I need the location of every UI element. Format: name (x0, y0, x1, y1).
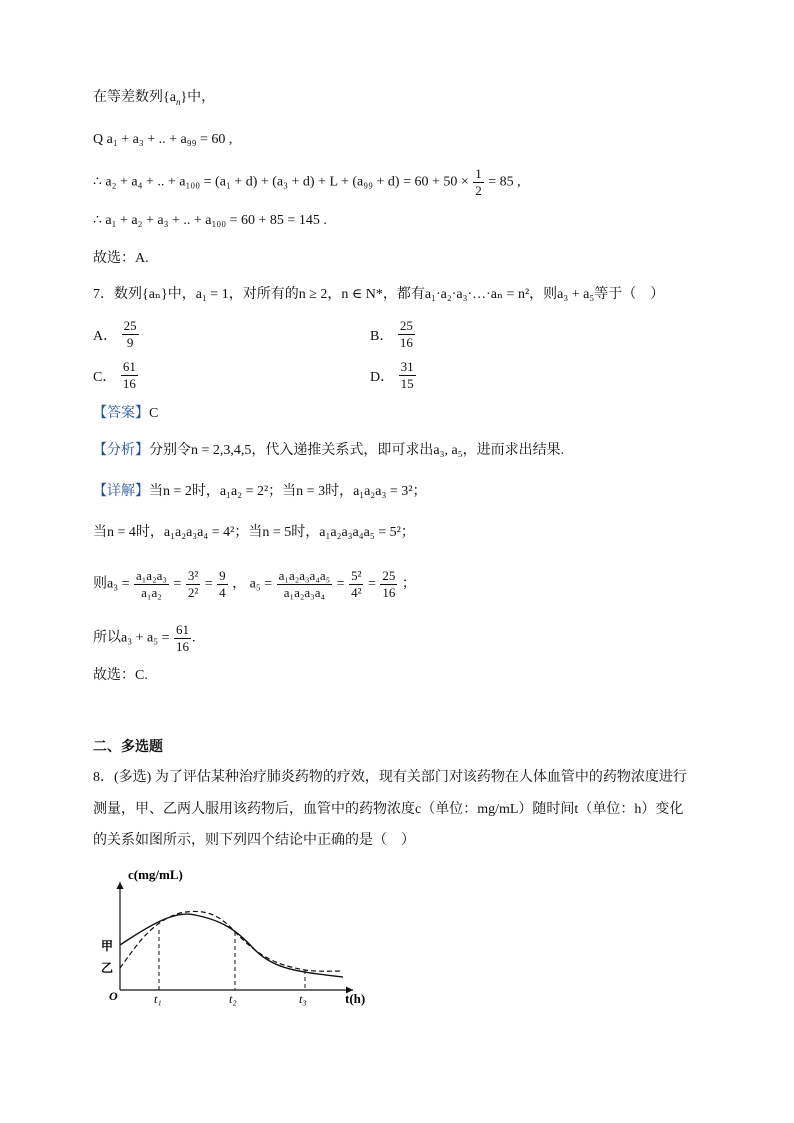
curve-yi (120, 911, 343, 971)
solution-line-1: 在等差数列$\{a_n\}$中， (93, 90, 216, 107)
answer-value: C (149, 406, 159, 421)
option-b (370, 318, 416, 351)
numerator: 1 (475, 166, 482, 181)
detail-text: 当n = 2时，a₁a₂ = 2²；当n = 3时，a₁a₂a₃ = 3²； (149, 484, 427, 499)
fraction (174, 622, 191, 655)
denominator: 2² (187, 585, 199, 600)
denominator: 9 (126, 335, 134, 350)
concentration-graph (95, 860, 385, 1010)
section-heading: 二、多选题 (93, 740, 163, 755)
fraction (121, 359, 138, 392)
denominator: a₁a₂ (141, 585, 162, 600)
question-8-line-1: 8．(多选) 为了评估某种治疗肺炎药物的疗效，现有关部门对该药物在人体血管中的药物浓度进行 (93, 770, 687, 785)
analysis-tag: 【分析】 (93, 443, 149, 458)
option-label: D． (370, 369, 395, 385)
solution-line-4: ∴ a₁ + a₂ + a₃ + .. + a₁₀₀ = 60 + 85 = 145 . (93, 213, 327, 228)
denominator: 16 (382, 585, 396, 600)
detail-line-2: 当n = 4时，a₁a₂a₃a₄ = 4²；当n = 5时，a₁a₂a₃a₄a₅ = 5²； (93, 525, 415, 540)
fraction (134, 568, 169, 601)
fraction (122, 318, 139, 351)
denominator: 2 (475, 183, 482, 198)
option-label: C． (93, 369, 117, 385)
numerator: 31 (400, 359, 414, 374)
detail-line-1 (93, 482, 426, 502)
option-d (370, 359, 417, 392)
fraction (217, 568, 228, 601)
numerator: 61 (122, 359, 136, 374)
text: 所以a₃ + a₅ = (93, 630, 170, 646)
fraction (398, 318, 415, 351)
numerator: 9 (219, 568, 226, 583)
numerator: 25 (382, 568, 396, 583)
question-7-stem: 7．数列{aₙ}中，a₁ = 1，对所有的n ≥ 2，n ∈ N*，都有a₁·a₂·a₃·…·aₙ = n²，则a₃ + a₅等于（ ） (93, 287, 665, 302)
series-label-jia: 甲 (101, 939, 114, 953)
question-8-line-2: 测量，甲、乙两人服用该药物后，血管中的药物浓度c（单位：mg/mL）随时间t（单位：h）变化 (93, 802, 684, 817)
denominator: 15 (400, 376, 414, 391)
option-label: A． (93, 328, 118, 344)
text: 则a₃ = (93, 576, 130, 592)
tick-t1: t₁ (154, 992, 162, 1006)
tick-t2: t₂ (229, 992, 237, 1006)
solution-line-3 (93, 166, 521, 199)
x-axis-label: t(h) (345, 991, 366, 1006)
origin-label: O (109, 989, 118, 1003)
text: }中， (180, 90, 216, 105)
numerator: 61 (175, 622, 189, 637)
option-a (93, 318, 140, 351)
text: = 85 , (488, 174, 521, 190)
option-label: B． (370, 328, 394, 344)
fraction (473, 166, 484, 199)
q7-final-answer: 故选：C. (93, 668, 148, 683)
fraction (186, 568, 200, 601)
numerator: 25 (123, 318, 137, 333)
analysis-line (93, 441, 564, 461)
analysis-text: 分别令n = 2,3,4,5，代入递推关系式，即可求出a₃, a₅，进而求出结果. (149, 443, 565, 458)
detail-line-3: 则a₃ = $\frac{\text{a₁a₂a₃}}{\text{a₁a₂}}$ = $\frac{\text{3²}}{\text{2²}}$ = $\frac{9}{4}$ ， a₅ = $\frac{\text{a₁a₂a₃a₄a₅}}{\text{a₁a₂a₃a₄}}$ = $\frac{\text{5²}}{\text{4²}}$ = $\frac{25}{16}$ ； (93, 568, 416, 600)
denominator: 16 (175, 639, 189, 654)
text: ， a₅ = (232, 576, 273, 592)
denominator: a₁a₂a₃a₄ (283, 585, 325, 600)
numerator: a₁a₂a₃a₄a₅ (278, 568, 331, 583)
solution-answer: 故选：A. (93, 251, 149, 266)
numerator: 3² (187, 568, 199, 583)
denominator: 4² (351, 585, 362, 600)
answer-line (93, 404, 158, 424)
option-c (93, 359, 139, 392)
fraction (349, 568, 363, 601)
numerator: 25 (399, 318, 413, 333)
detail-tag: 【详解】 (93, 484, 149, 499)
series-label-yi: 乙 (101, 961, 114, 975)
denominator: 16 (122, 376, 136, 391)
y-axis-label: c(mg/mL) (128, 867, 183, 882)
solution-line-2: Q a₁ + a₃ + .. + a₉₉ = 60 , (93, 132, 233, 147)
denominator: 16 (399, 335, 413, 350)
curve-jia (120, 914, 343, 977)
text: ∴ a₂ + a₄ + .. + a₁₀₀ = (a₁ + d) + (a₃ + d) + L + (a₉₉ + d) = 60 + 50 × (93, 174, 469, 190)
fraction (277, 568, 333, 601)
answer-tag: 【答案】 (93, 406, 149, 421)
fraction (399, 359, 416, 392)
denominator: 4 (219, 585, 226, 600)
detail-line-4: 所以a₃ + a₅ = $\frac{61}{16}$ . (93, 622, 196, 654)
numerator: 5² (351, 568, 362, 583)
numerator: a₁a₂a₃ (136, 568, 167, 583)
text: 在等差数列{a (93, 90, 176, 105)
fraction (380, 568, 397, 601)
tick-t3: t₃ (299, 992, 307, 1006)
question-8-line-3: 的关系如图所示，则下列四个结论中正确的是（ ） (93, 833, 415, 848)
